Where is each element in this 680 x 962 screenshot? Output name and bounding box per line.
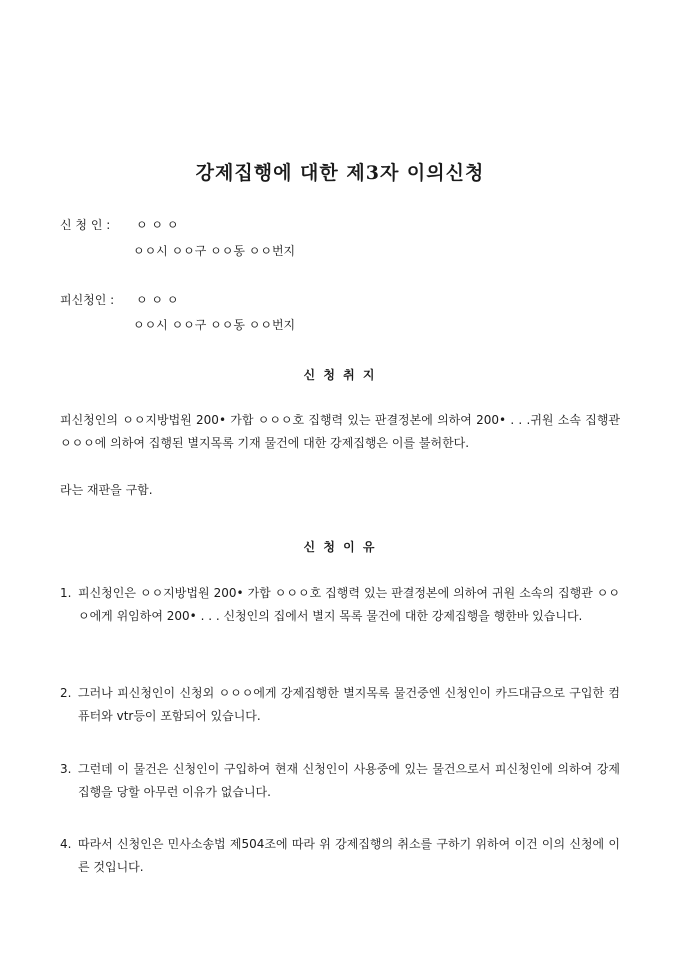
respondent-label: 피신청인 : <box>60 293 115 307</box>
reason-number: 1. <box>60 586 72 600</box>
purpose-heading: 신 청 취 지 <box>303 368 377 382</box>
reason-item-2 <box>60 682 620 728</box>
respondent-name: ㅇ ㅇ ㅇ <box>136 293 179 307</box>
applicant-address: ㅇㅇ시 ㅇㅇ구 ㅇㅇ동 ㅇㅇ번지 <box>133 244 296 258</box>
reason-text: 따라서 신청인은 민사소송법 제504조에 따라 위 강제집행의 취소를 구하기 위하여 이건 이의 신청에 이른 것입니다. <box>78 837 620 874</box>
reason-item-1 <box>60 582 620 628</box>
reasons-heading: 신 청 이 유 <box>303 540 377 554</box>
reason-number: 3. <box>60 762 72 776</box>
purpose-body: 피신청인의 ㅇㅇ지방법원 200• 가합 ㅇㅇㅇ호 집행력 있는 판결정본에 의하여 200• . . .귀원 소속 집행관 ㅇㅇㅇ에 의하여 집행된 별지목록 기재 물건에 대한 강제집행은 이를 불허한다. <box>60 413 620 450</box>
reason-number: 2. <box>60 686 72 700</box>
applicant-label: 신 청 인 : <box>60 218 111 232</box>
reason-text: 피신청인은 ㅇㅇ지방법원 200• 가합 ㅇㅇㅇ호 집행력 있는 판결정본에 의하여 귀원 소속의 집행관 ㅇㅇㅇ에게 위임하여 200• . . . 신청인의 집에서 별지 목록 물건에 대한 강제집행을 행한바 있습니다. <box>78 586 620 623</box>
applicant-row <box>60 216 178 233</box>
applicant-name: ㅇ ㅇ ㅇ <box>136 218 179 232</box>
reason-item-4 <box>60 833 620 879</box>
reason-text: 그러나 피신청인이 신청외 ㅇㅇㅇ에게 강제집행한 별지목록 물건중엔 신청인이 카드대금으로 구입한 컴퓨터와 vtr등이 포함되어 있습니다. <box>78 686 620 723</box>
reason-number: 4. <box>60 837 72 851</box>
purpose-closing: 라는 재판을 구함. <box>60 483 153 497</box>
respondent-address: ㅇㅇ시 ㅇㅇ구 ㅇㅇ동 ㅇㅇ번지 <box>133 318 296 332</box>
respondent-row <box>60 291 178 308</box>
document-title: 강제집행에 대한 제3자 이의신청 <box>195 162 485 184</box>
reason-text: 그런데 이 물건은 신청인이 구입하여 현재 신청인이 사용중에 있는 물건으로서 피신청인에 의하여 강제집행을 당할 아무런 이유가 없습니다. <box>78 762 620 799</box>
reason-item-3 <box>60 758 620 804</box>
